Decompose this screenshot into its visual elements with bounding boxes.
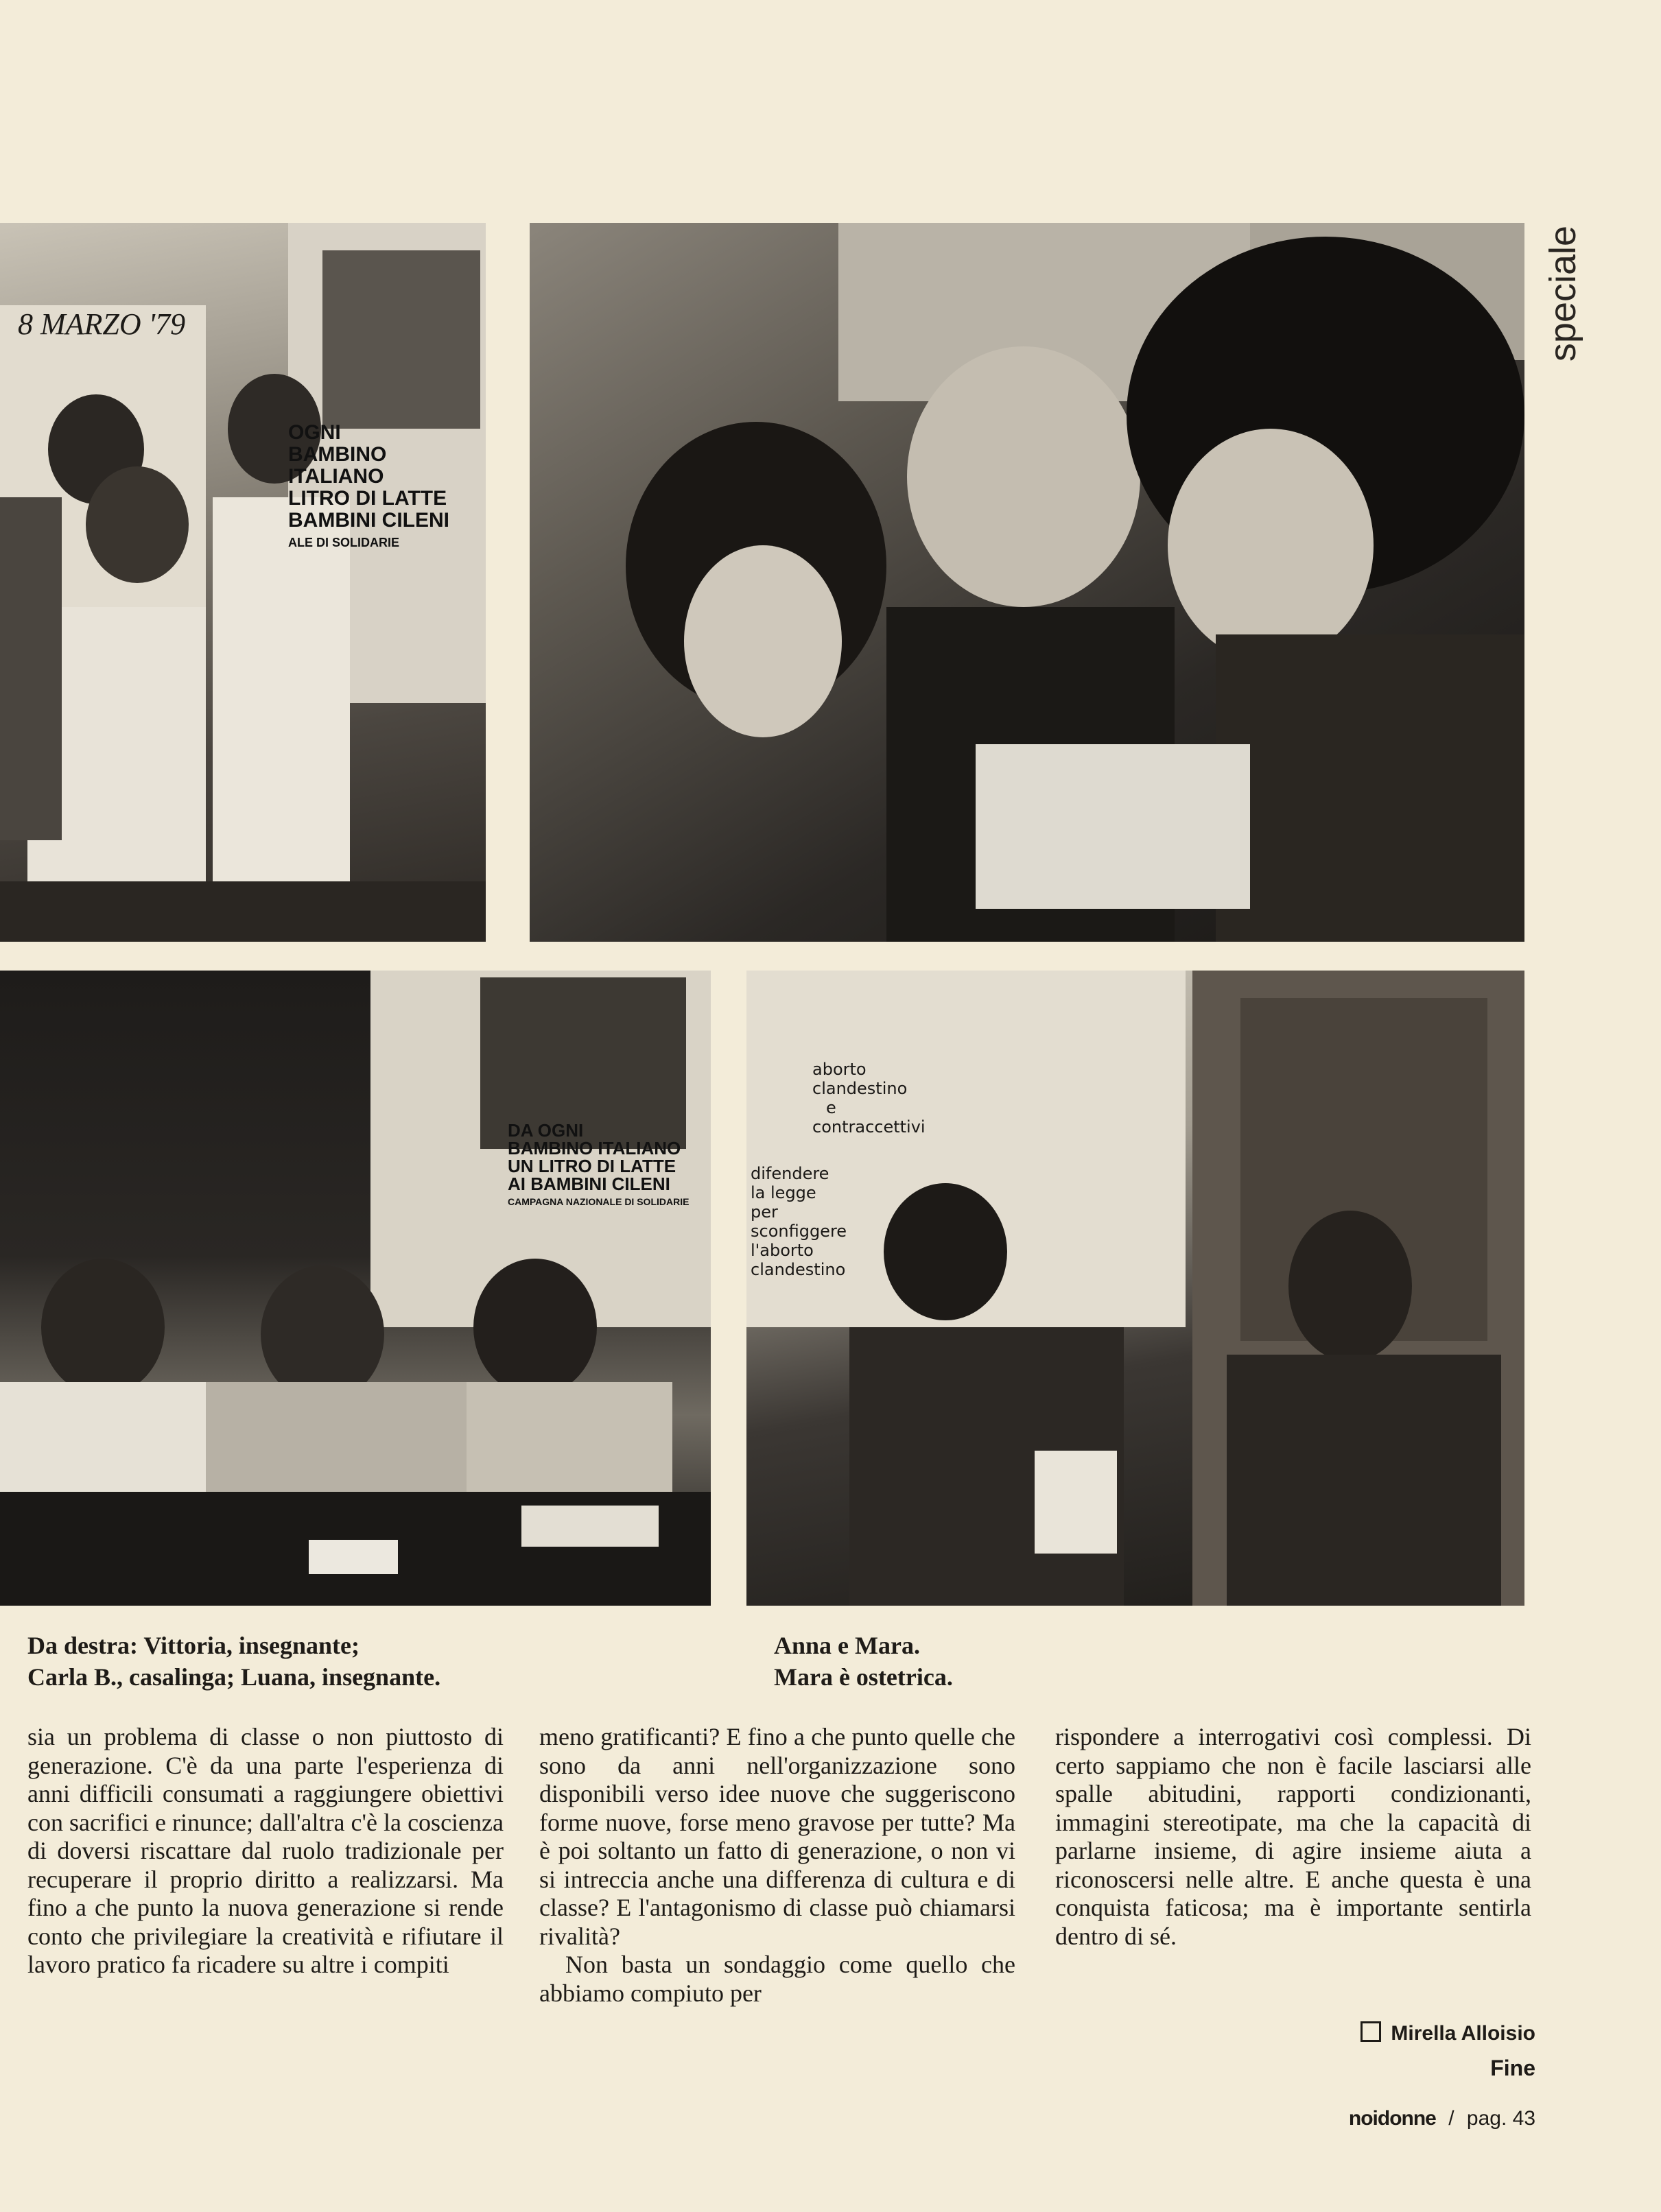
poster-line: CAMPAGNA NAZIONALE DI SOLIDARIE — [508, 1196, 690, 1207]
photo-top-left — [0, 223, 486, 942]
photo-top-right — [530, 223, 1524, 942]
article-column-1 — [27, 1723, 504, 1979]
board-line: l'aborto — [751, 1241, 814, 1260]
article-paragraph: meno gratificanti? E fino a che punto quelle che sono da anni nell'organizzazione sono disponibili verso idee nuove che suggeriscono forme nuove, forse meno gravose per tutte? Ma è poi soltanto un fatto di generazione, o non vi si intreccia anche una differenza di cultura e di classe? E l'antagonismo di classe può chiamarsi rivalità? — [539, 1723, 1015, 1950]
section-label — [1535, 218, 1590, 369]
poster-line: BAMBINI CILENI — [288, 509, 449, 532]
page-footer — [1298, 2107, 1535, 2130]
board-line: per — [751, 1202, 778, 1222]
article-paragraph: Non basta un sondaggio come quello che abbiamo compiuto per — [539, 1951, 1015, 2007]
board-line: e — [826, 1098, 836, 1117]
poster-line: ALE DI SOLIDARIE — [288, 536, 400, 549]
caption-line: Da destra: Vittoria, insegnante; — [27, 1632, 360, 1659]
poster-line: UN LITRO DI LATTE — [508, 1156, 676, 1176]
section-label-text: speciale — [1542, 225, 1583, 362]
footer-separator: / — [1448, 2107, 1454, 2130]
article-paragraph: sia un problema di classe o non piuttosto di generazione. C'è da una parte l'esperienza di anni difficili consumati a raggiungere obiettivi con sacrifici e rinunce; dall'altra c'è la coscienza di doversi riscattare dal ruolo tradizionale per recuperare il proprio diritto a realizzarsi. Ma fino a che punto la nuova generazione si rende conto che privilegiare la creatività e rifiutare il lavoro pratico fa ricadere su altre i compiti — [27, 1723, 504, 1978]
magazine-brand: noidonne — [1348, 2107, 1436, 2130]
board-line: contraccettivi — [812, 1117, 926, 1137]
poster-text — [288, 422, 486, 554]
poster-date: 8 MARZO '79 — [18, 307, 186, 341]
caption-right — [774, 1630, 953, 1693]
board-line: difendere — [751, 1164, 829, 1183]
caption-line: Mara è ostetrica. — [774, 1663, 953, 1691]
poster-line: BAMBINO ITALIANO — [288, 443, 387, 488]
caption-line: Anna e Mara. — [774, 1632, 920, 1659]
poster-text — [508, 1121, 707, 1211]
article-column-2 — [539, 1723, 1015, 2008]
caption-left — [27, 1630, 440, 1693]
page-number: pag. 43 — [1466, 2107, 1535, 2130]
board-text — [751, 1060, 929, 1279]
board-line: sconfiggere — [751, 1222, 847, 1241]
board-line: aborto — [812, 1060, 867, 1079]
author-line — [1261, 2017, 1535, 2051]
poster-line: DA OGNI — [508, 1120, 584, 1141]
board-line: clandestino — [812, 1079, 908, 1098]
article-column-3 — [1055, 1723, 1531, 1951]
photo-bottom-left — [0, 971, 711, 1606]
photo-bottom-right — [746, 971, 1524, 1606]
end-mark-box-icon — [1360, 2021, 1381, 2042]
caption-line: Carla B., casalinga; Luana, insegnante. — [27, 1663, 441, 1691]
signature — [1261, 2017, 1535, 2085]
article-paragraph: rispondere a interrogativi così complessi. Di certo sappiamo che non è facile lasciarsi alle spalle abitudini, rapporti condizionanti, immagini stereotipate, ma che la capacità di parlarne insieme, di agire insieme aiuta a riconoscersi nelle altre. E anche questa è una conquista faticosa; ma è importante sentirla dentro di sé. — [1055, 1723, 1531, 1950]
poster-line: OGNI — [288, 421, 341, 444]
board-line: la legge — [751, 1183, 816, 1202]
poster-line: BAMBINO ITALIANO — [508, 1138, 681, 1158]
board-line: clandestino — [751, 1260, 846, 1279]
author-name: Mirella Alloisio — [1391, 2022, 1535, 2045]
poster-line: LITRO DI LATTE — [288, 487, 447, 510]
end-marker: Fine — [1490, 2056, 1535, 2080]
poster-line: AI BAMBINI CILENI — [508, 1174, 670, 1194]
